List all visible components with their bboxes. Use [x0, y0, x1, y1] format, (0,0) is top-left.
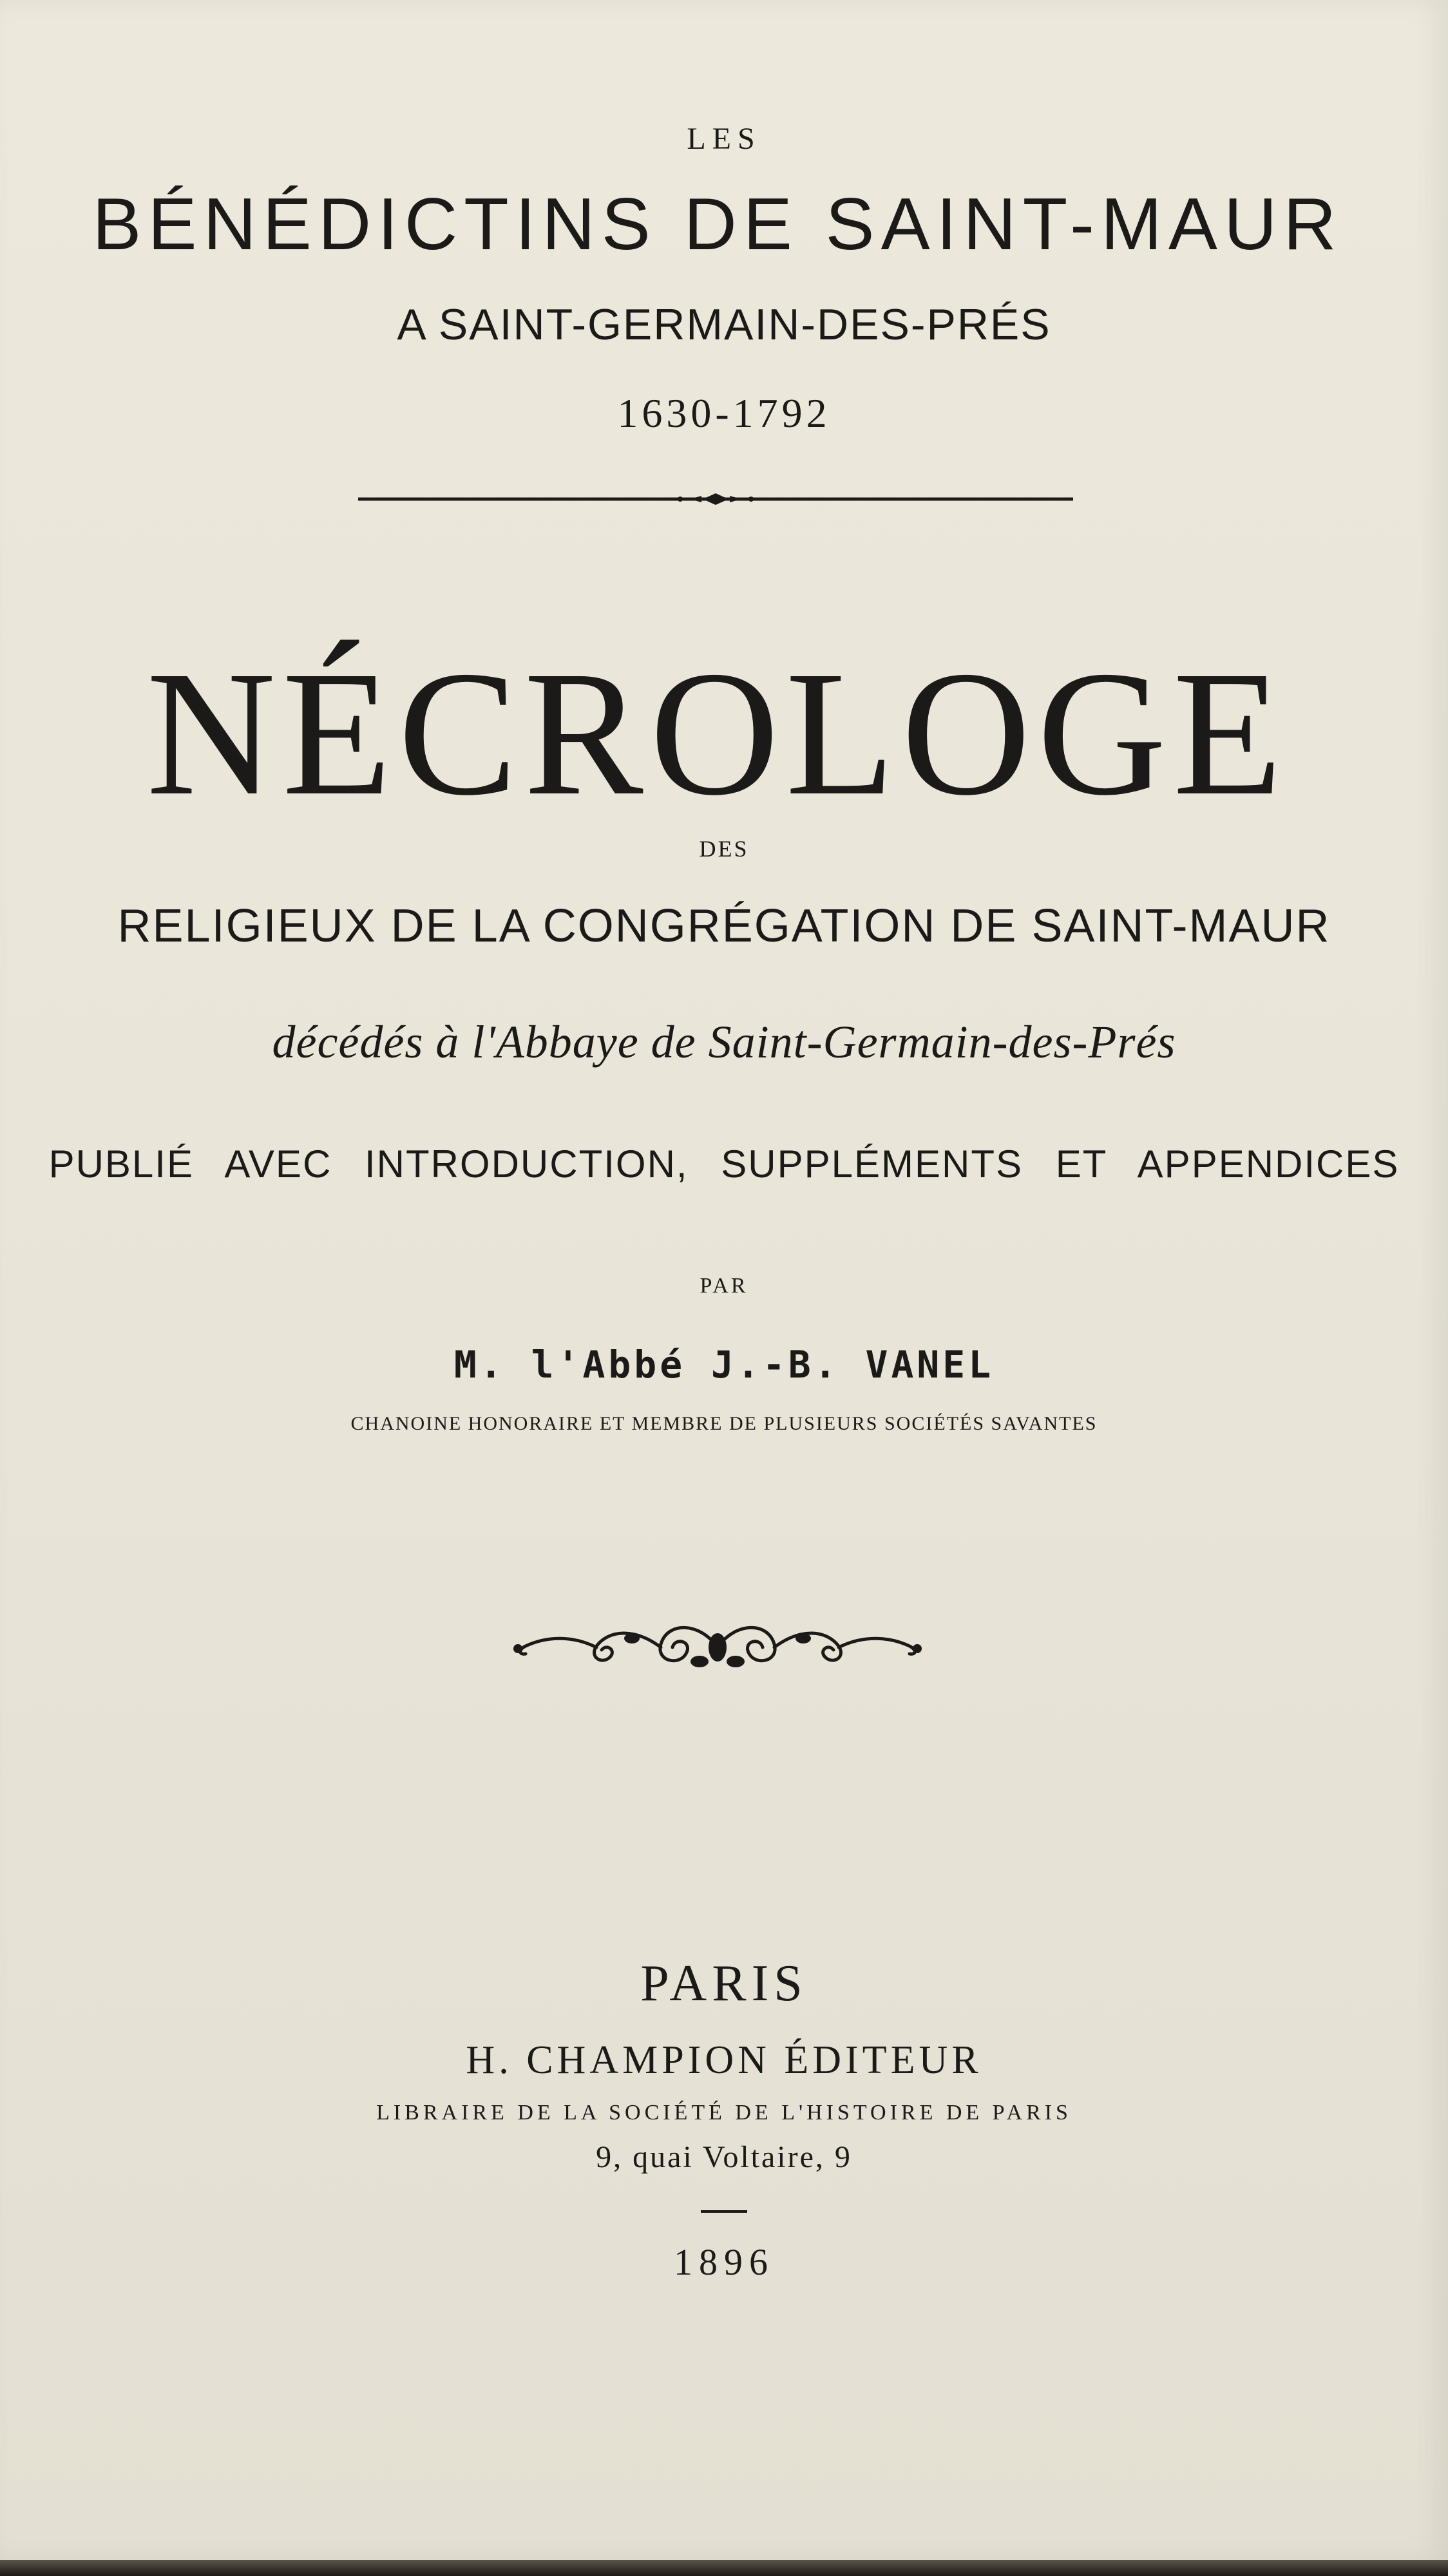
divider-dash	[701, 2210, 747, 2213]
header-les: LES	[687, 122, 761, 156]
imprint-publisher: H. CHAMPION ÉDITEUR	[466, 2038, 982, 2082]
imprint-year: 1896	[674, 2241, 774, 2283]
decorative-rule-icon	[358, 491, 1073, 507]
imprint-bookseller: LIBRAIRE DE LA SOCIÉTÉ DE L'HISTOIRE DE PARIS	[376, 2101, 1072, 2125]
header-location: A SAINT-GERMAIN-DES-PRÉS	[397, 300, 1051, 349]
title-publication: PUBLIÉ AVEC INTRODUCTION, SUPPLÉMENTS ET APPENDICES	[48, 1142, 1400, 1186]
imprint-address: 9, quai Voltaire, 9	[596, 2140, 852, 2174]
title-des: DES	[699, 836, 749, 862]
header-benedictins: BÉNÉDICTINS DE SAINT-MAUR	[92, 184, 1343, 265]
author-credentials: CHANOINE HONORAIRE ET MEMBRE DE PLUSIEURS SOCIÉTÉS SAVANTES	[350, 1413, 1098, 1434]
page-edge-shadow	[0, 2560, 1448, 2576]
title-italic-line: décédés à l'Abbaye de Saint-Germain-des-Prés	[272, 1016, 1176, 1068]
imprint-city: PARIS	[640, 1955, 808, 2012]
header-dates: 1630-1792	[617, 390, 831, 436]
author-name: M. l'Abbé J.-B. VANEL	[453, 1343, 995, 1387]
main-title: NÉCROLOGE	[146, 634, 1289, 833]
ornament-icon	[506, 1615, 929, 1680]
title-subtitle: RELIGIEUX DE LA CONGRÉGATION DE SAINT-MAUR	[117, 900, 1331, 952]
author-par: PAR	[700, 1274, 748, 1298]
